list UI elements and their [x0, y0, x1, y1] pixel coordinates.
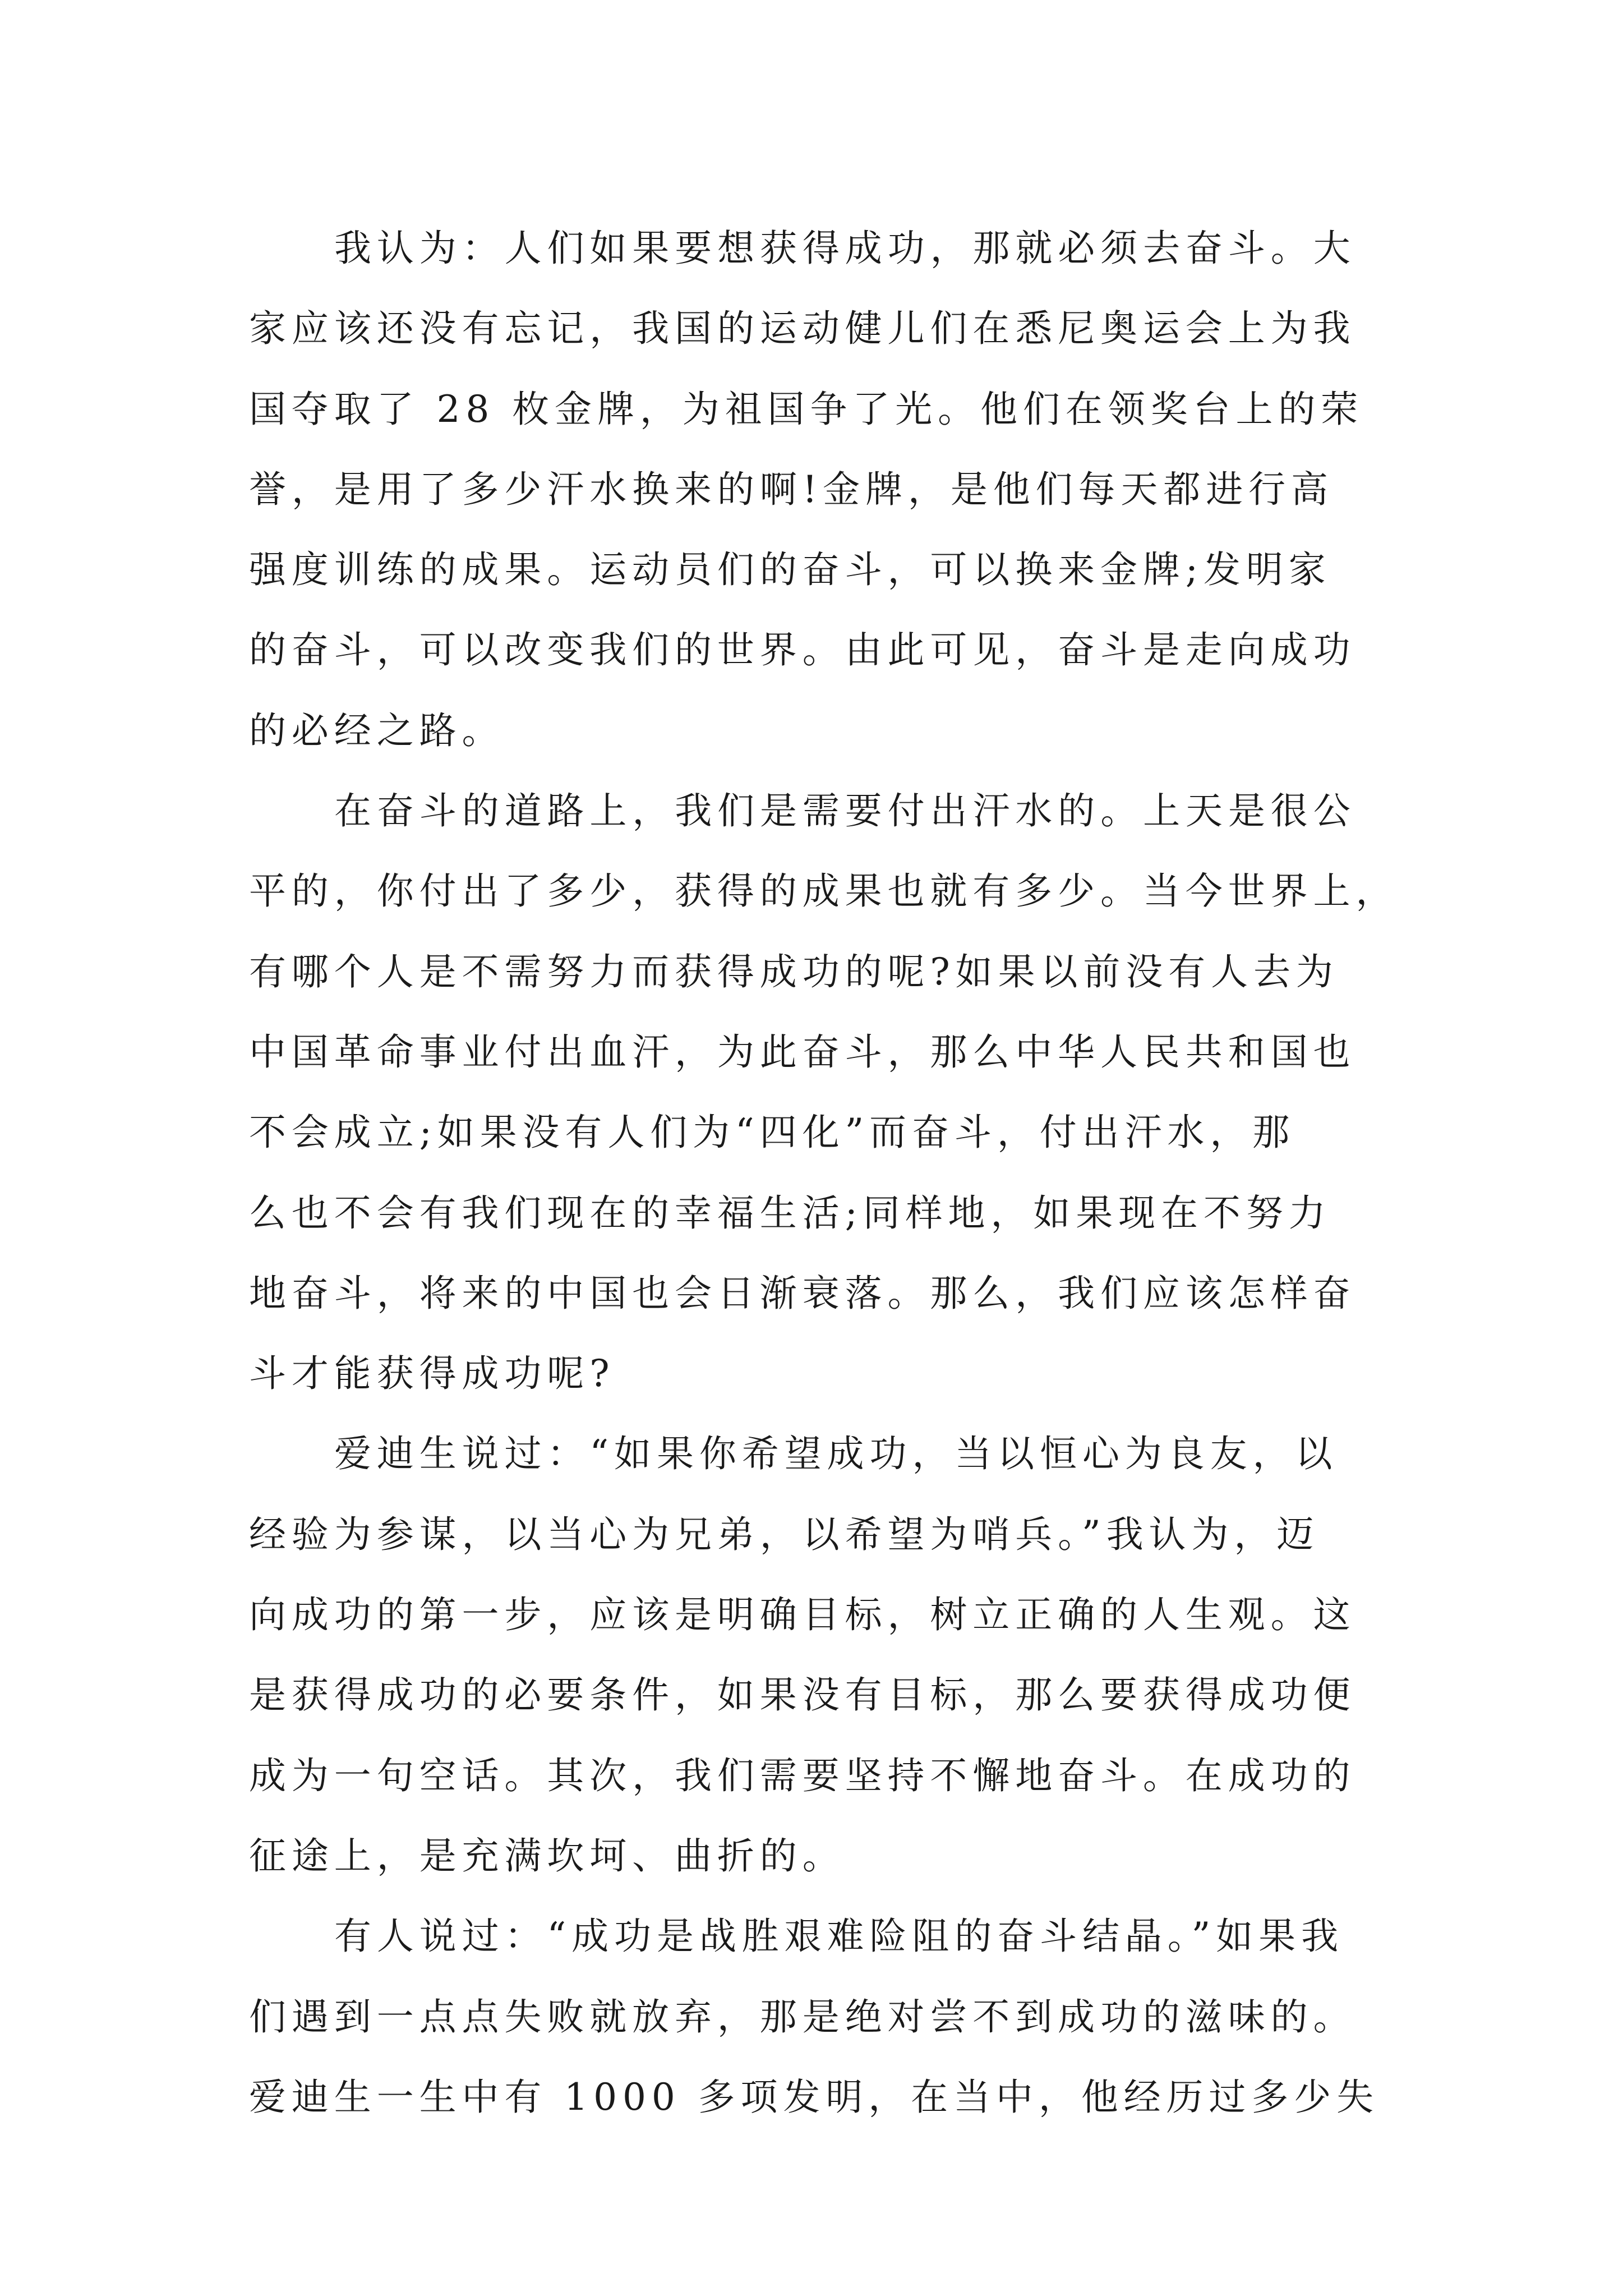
text-line: 的奋斗，可以改变我们的世界。由此可见，奋斗是走向成功 — [249, 628, 1356, 672]
text-line: 爱迪生一生中有 1000 多项发明，在当中，他经历过多少失 — [249, 2075, 1380, 2119]
text-line: 我认为：人们如果要想获得成功，那就必须去奋斗。大 — [334, 227, 1356, 270]
text-line: 有哪个人是不需努力而获得成功的呢?如果以前没有人去为 — [249, 950, 1339, 993]
document-body — [249, 208, 1410, 2137]
text-line: 经验为参谋，以当心为兄弟，以希望为哨兵。”我认为，迈 — [249, 1512, 1320, 1556]
text-line: 征途上，是充满坎坷、曲折的。 — [249, 1834, 845, 1878]
text-line: 平的，你付出了多少，获得的成果也就有多少。当今世界上， — [249, 869, 1399, 913]
text-line: 斗才能获得成功呢? — [249, 1352, 615, 1396]
text-line: 成为一句空话。其次，我们需要坚持不懈地奋斗。在成功的 — [249, 1754, 1356, 1797]
text-line: 爱迪生说过：“如果你希望成功，当以恒心为良友，以 — [334, 1432, 1338, 1476]
text-line: 有人说过：“成功是战胜艰难险阻的奋斗结晶。”如果我 — [334, 1915, 1344, 1958]
text-line: 们遇到一点点失败就放弃，那是绝对尝不到成功的滋味的。 — [249, 1995, 1356, 2039]
text-line: 向成功的第一步，应该是明确目标，树立正确的人生观。这 — [249, 1593, 1356, 1637]
text-line: 强度训练的成果。运动员们的奋斗，可以换来金牌;发明家 — [249, 548, 1331, 592]
text-line: 的必经之路。 — [249, 708, 505, 752]
text-line: 地奋斗，将来的中国也会日渐衰落。那么，我们应该怎样奋 — [249, 1271, 1356, 1315]
text-line: 是获得成功的必要条件，如果没有目标，那么要获得成功便 — [249, 1673, 1356, 1717]
text-line: 国夺取了 28 枚金牌，为祖国争了光。他们在领奖台上的荣 — [249, 387, 1364, 431]
text-line: 不会成立;如果没有人们为“四化”而奋斗，付出汗水，那 — [249, 1111, 1295, 1154]
text-line: 誉，是用了多少汗水换来的啊!金牌，是他们每天都进行高 — [249, 467, 1334, 511]
text-line: 么也不会有我们现在的幸福生活;同样地，如果现在不努力 — [249, 1191, 1331, 1235]
text-line: 家应该还没有忘记，我国的运动健儿们在悉尼奥运会上为我 — [249, 307, 1356, 351]
text-line: 在奋斗的道路上，我们是需要付出汗水的。上天是很公 — [334, 789, 1356, 833]
text-line: 中国革命事业付出血汗，为此奋斗，那么中华人民共和国也 — [249, 1030, 1356, 1074]
